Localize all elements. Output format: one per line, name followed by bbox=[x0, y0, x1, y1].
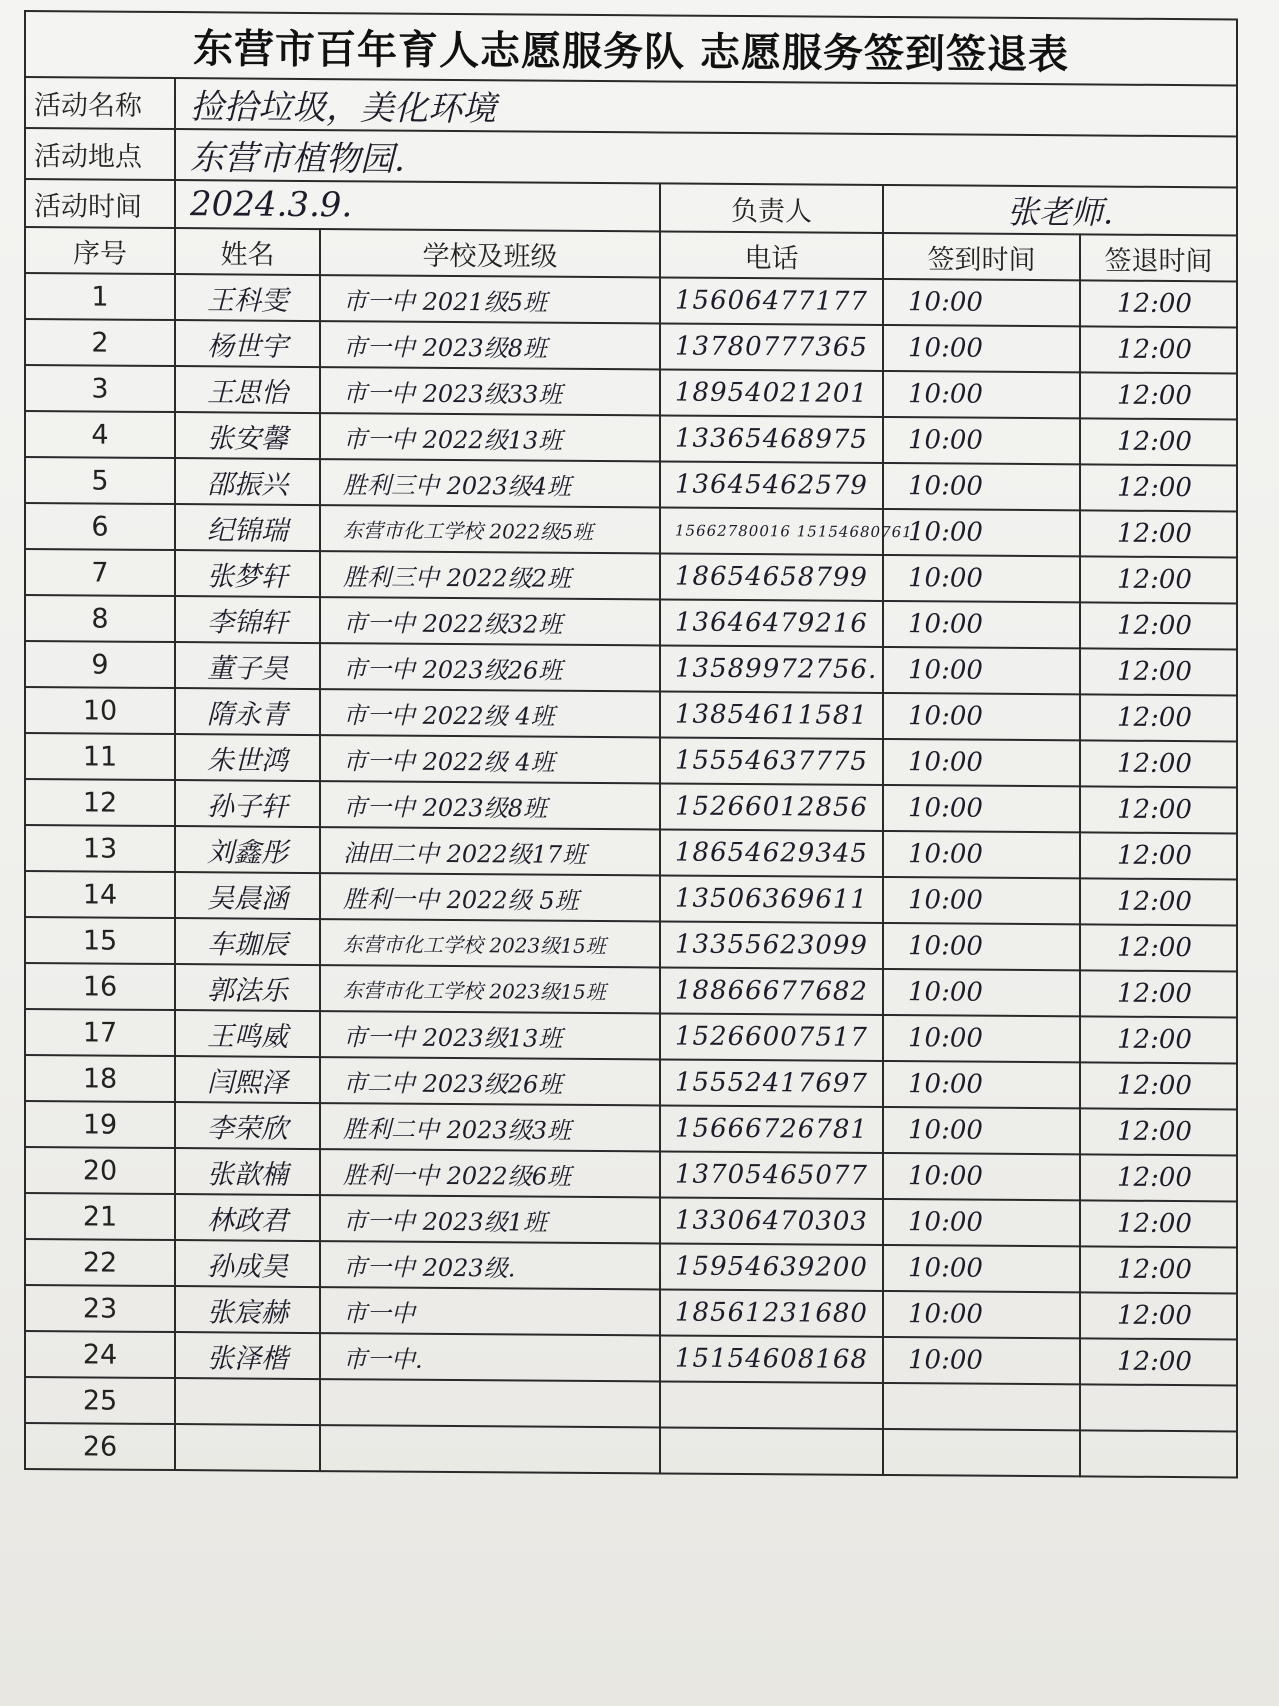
volunteer-name: 杨世宇 bbox=[175, 320, 320, 367]
row-number: 8 bbox=[25, 595, 175, 642]
school-class: 市一中 2022级13班 bbox=[320, 413, 660, 461]
row-number: 6 bbox=[25, 503, 175, 550]
checkout-time: 12:00 bbox=[1080, 694, 1237, 741]
checkin-time: 10:00 bbox=[883, 1199, 1080, 1246]
volunteer-name bbox=[175, 1378, 320, 1425]
row-number: 1 bbox=[25, 273, 175, 320]
school-class: 市一中 2023级. bbox=[320, 1241, 660, 1289]
row-number: 23 bbox=[25, 1285, 175, 1332]
school-class: 油田二中 2022级17班 bbox=[320, 827, 660, 875]
volunteer-name: 刘鑫彤 bbox=[175, 826, 320, 873]
school-class bbox=[320, 1425, 660, 1473]
leader-label: 负责人 bbox=[660, 183, 883, 233]
phone-number: 18954021201 bbox=[660, 369, 883, 417]
checkout-time: 12:00 bbox=[1080, 418, 1237, 465]
checkout-time: 12:00 bbox=[1080, 372, 1237, 419]
school-class: 市一中 bbox=[320, 1287, 660, 1335]
phone-number: 15662780016 15154680761 bbox=[660, 507, 883, 555]
phone-number: 15266007517 bbox=[660, 1013, 883, 1061]
volunteer-name: 闫熙泽 bbox=[175, 1056, 320, 1103]
header-checkin: 签到时间 bbox=[883, 233, 1080, 280]
volunteer-name: 吴晨涵 bbox=[175, 872, 320, 919]
phone-number: 13589972756. bbox=[660, 645, 883, 693]
header-phone: 电话 bbox=[660, 231, 883, 279]
checkin-time: 10:00 bbox=[883, 417, 1080, 464]
school-class: 市一中 2022级32班 bbox=[320, 597, 660, 645]
volunteer-name: 朱世鸿 bbox=[175, 734, 320, 781]
checkin-time: 10:00 bbox=[883, 325, 1080, 372]
checkout-time: 12:00 bbox=[1080, 1108, 1237, 1155]
school-class: 市一中 2023级8班 bbox=[320, 321, 660, 369]
phone-number: 18866677682 bbox=[660, 967, 883, 1015]
row-number: 4 bbox=[25, 411, 175, 458]
school-class: 胜利一中 2022级 5班 bbox=[320, 873, 660, 921]
checkin-time: 10:00 bbox=[883, 1245, 1080, 1292]
volunteer-name: 车珈辰 bbox=[175, 918, 320, 965]
row-number: 21 bbox=[25, 1193, 175, 1240]
volunteer-name: 王科雯 bbox=[175, 274, 320, 321]
checkout-time: 12:00 bbox=[1080, 832, 1237, 879]
phone-number: 15552417697 bbox=[660, 1059, 883, 1107]
checkout-time: 12:00 bbox=[1080, 326, 1237, 373]
volunteer-name: 孙成昊 bbox=[175, 1240, 320, 1287]
school-class: 市二中 2023级26班 bbox=[320, 1057, 660, 1105]
volunteer-name: 张宸赫 bbox=[175, 1286, 320, 1333]
volunteer-name: 董子昊 bbox=[175, 642, 320, 689]
row-number: 19 bbox=[25, 1101, 175, 1148]
volunteer-name: 林政君 bbox=[175, 1194, 320, 1241]
row-number: 13 bbox=[25, 825, 175, 872]
row-number: 15 bbox=[25, 917, 175, 964]
volunteer-name: 孙子轩 bbox=[175, 780, 320, 827]
school-class: 市一中 2023级33班 bbox=[320, 367, 660, 415]
checkin-time: 10:00 bbox=[883, 1291, 1080, 1338]
phone-number: 15666726781 bbox=[660, 1105, 883, 1153]
volunteer-name: 李荣欣 bbox=[175, 1102, 320, 1149]
checkout-time: 12:00 bbox=[1080, 1016, 1237, 1063]
school-class: 胜利三中 2022级2班 bbox=[320, 551, 660, 599]
volunteer-name: 王鸣威 bbox=[175, 1010, 320, 1057]
volunteer-name: 张歆楠 bbox=[175, 1148, 320, 1195]
phone-number: 18654629345 bbox=[660, 829, 883, 877]
school-class: 市一中 2023级26班 bbox=[320, 643, 660, 691]
row-number: 7 bbox=[25, 549, 175, 596]
checkin-time: 10:00 bbox=[883, 509, 1080, 556]
phone-number: 13355623099 bbox=[660, 921, 883, 969]
school-class: 市一中. bbox=[320, 1333, 660, 1381]
volunteer-name: 张梦轩 bbox=[175, 550, 320, 597]
checkout-time: 12:00 bbox=[1080, 1292, 1237, 1339]
row-number: 20 bbox=[25, 1147, 175, 1194]
checkout-time: 12:00 bbox=[1080, 1062, 1237, 1109]
row-number: 5 bbox=[25, 457, 175, 504]
checkout-time: 12:00 bbox=[1080, 280, 1237, 327]
row-number: 17 bbox=[25, 1009, 175, 1056]
phone-number: 13646479216 bbox=[660, 599, 883, 647]
checkout-time: 12:00 bbox=[1080, 464, 1237, 511]
row-number: 14 bbox=[25, 871, 175, 918]
table-row bbox=[25, 1423, 1237, 1477]
checkout-time: 12:00 bbox=[1080, 602, 1237, 649]
phone-number: 13705465077 bbox=[660, 1151, 883, 1199]
header-no: 序号 bbox=[25, 227, 175, 274]
school-class: 东营市化工学校 2023级15班 bbox=[320, 965, 660, 1013]
checkout-time: 12:00 bbox=[1080, 1154, 1237, 1201]
school-class bbox=[320, 1379, 660, 1427]
checkout-time: 12:00 bbox=[1080, 510, 1237, 557]
row-number: 3 bbox=[25, 365, 175, 412]
volunteer-name: 张泽楷 bbox=[175, 1332, 320, 1379]
volunteer-name: 邵振兴 bbox=[175, 458, 320, 505]
checkout-time: 12:00 bbox=[1080, 878, 1237, 925]
phone-number: 13506369611 bbox=[660, 875, 883, 923]
header-school: 学校及班级 bbox=[320, 229, 660, 277]
school-class: 市一中 2023级13班 bbox=[320, 1011, 660, 1059]
activity-time-label: 活动时间 bbox=[25, 179, 175, 228]
row-number: 25 bbox=[25, 1377, 175, 1424]
volunteer-name: 张安馨 bbox=[175, 412, 320, 459]
phone-number: 15954639200 bbox=[660, 1243, 883, 1291]
checkin-time: 10:00 bbox=[883, 1015, 1080, 1062]
row-number: 16 bbox=[25, 963, 175, 1010]
checkout-time: 12:00 bbox=[1080, 740, 1237, 787]
phone-number: 13306470303 bbox=[660, 1197, 883, 1245]
phone-number: 13645462579 bbox=[660, 461, 883, 509]
school-class: 市一中 2021级5班 bbox=[320, 275, 660, 323]
checkin-time: 10:00 bbox=[883, 1107, 1080, 1154]
header-checkout: 签退时间 bbox=[1080, 234, 1237, 281]
checkout-time: 12:00 bbox=[1080, 786, 1237, 833]
phone-number bbox=[660, 1381, 883, 1429]
phone-number: 15554637775 bbox=[660, 737, 883, 785]
school-class: 胜利二中 2023级3班 bbox=[320, 1103, 660, 1151]
phone-number: 15606477177 bbox=[660, 277, 883, 325]
checkin-time: 10:00 bbox=[883, 601, 1080, 648]
volunteer-name: 隋永青 bbox=[175, 688, 320, 735]
volunteer-name: 李锦轩 bbox=[175, 596, 320, 643]
row-number: 26 bbox=[25, 1423, 175, 1470]
checkin-time: 10:00 bbox=[883, 647, 1080, 694]
school-class: 市一中 2023级8班 bbox=[320, 781, 660, 829]
row-number: 12 bbox=[25, 779, 175, 826]
volunteer-name: 纪锦瑞 bbox=[175, 504, 320, 551]
checkin-time: 10:00 bbox=[883, 1337, 1080, 1384]
volunteer-name: 王思怡 bbox=[175, 366, 320, 413]
checkout-time: 12:00 bbox=[1080, 556, 1237, 603]
school-class: 胜利一中 2022级6班 bbox=[320, 1149, 660, 1197]
row-number: 2 bbox=[25, 319, 175, 366]
checkin-time: 10:00 bbox=[883, 279, 1080, 326]
checkin-time: 10:00 bbox=[883, 739, 1080, 786]
checkin-time bbox=[883, 1383, 1080, 1430]
row-number: 11 bbox=[25, 733, 175, 780]
volunteer-name bbox=[175, 1424, 320, 1471]
leader-value: 张老师. bbox=[883, 185, 1237, 235]
checkout-time: 12:00 bbox=[1080, 1200, 1237, 1247]
checkout-time: 12:00 bbox=[1080, 1338, 1237, 1385]
phone-number: 13365468975 bbox=[660, 415, 883, 463]
school-class: 东营市化工学校 2023级15班 bbox=[320, 919, 660, 967]
phone-number bbox=[660, 1427, 883, 1475]
checkout-time: 12:00 bbox=[1080, 924, 1237, 971]
checkout-time bbox=[1080, 1384, 1237, 1431]
header-name: 姓名 bbox=[175, 228, 320, 275]
checkin-time bbox=[883, 1429, 1080, 1476]
checkin-time: 10:00 bbox=[883, 923, 1080, 970]
school-class: 市一中 2022级 4班 bbox=[320, 689, 660, 737]
phone-number: 13780777365 bbox=[660, 323, 883, 371]
school-class: 胜利三中 2023级4班 bbox=[320, 459, 660, 507]
checkout-time bbox=[1080, 1430, 1237, 1477]
activity-name-label: 活动名称 bbox=[25, 77, 175, 129]
phone-number: 15154608168 bbox=[660, 1335, 883, 1383]
checkin-time: 10:00 bbox=[883, 831, 1080, 878]
checkin-time: 10:00 bbox=[883, 693, 1080, 740]
school-class: 市一中 2022级 4班 bbox=[320, 735, 660, 783]
activity-time-value: 2024.3.9. bbox=[175, 180, 660, 231]
phone-number: 18654658799 bbox=[660, 553, 883, 601]
school-class: 东营市化工学校 2022级5班 bbox=[320, 505, 660, 553]
checkin-time: 10:00 bbox=[883, 371, 1080, 418]
activity-place-label: 活动地点 bbox=[25, 128, 175, 180]
checkin-time: 10:00 bbox=[883, 877, 1080, 924]
checkout-time: 12:00 bbox=[1080, 970, 1237, 1017]
checkout-time: 12:00 bbox=[1080, 648, 1237, 695]
checkout-time: 12:00 bbox=[1080, 1246, 1237, 1293]
checkin-time: 10:00 bbox=[883, 969, 1080, 1016]
phone-number: 13854611581 bbox=[660, 691, 883, 739]
form-title: 东营市百年育人志愿服务队 志愿服务签到签退表 bbox=[25, 11, 1237, 85]
row-number: 9 bbox=[25, 641, 175, 688]
signin-table bbox=[24, 10, 1238, 1478]
checkin-time: 10:00 bbox=[883, 463, 1080, 510]
phone-number: 15266012856 bbox=[660, 783, 883, 831]
volunteer-name: 郭法乐 bbox=[175, 964, 320, 1011]
activity-name-value: 捡拾垃圾，美化环境 bbox=[175, 78, 1237, 136]
checkin-time: 10:00 bbox=[883, 785, 1080, 832]
phone-number: 18561231680 bbox=[660, 1289, 883, 1337]
checkin-time: 10:00 bbox=[883, 1153, 1080, 1200]
row-number: 24 bbox=[25, 1331, 175, 1378]
school-class: 市一中 2023级1班 bbox=[320, 1195, 660, 1243]
row-number: 10 bbox=[25, 687, 175, 734]
row-number: 22 bbox=[25, 1239, 175, 1286]
checkin-time: 10:00 bbox=[883, 1061, 1080, 1108]
checkin-time: 10:00 bbox=[883, 555, 1080, 602]
activity-place-value: 东营市植物园. bbox=[175, 129, 1237, 187]
row-number: 18 bbox=[25, 1055, 175, 1102]
